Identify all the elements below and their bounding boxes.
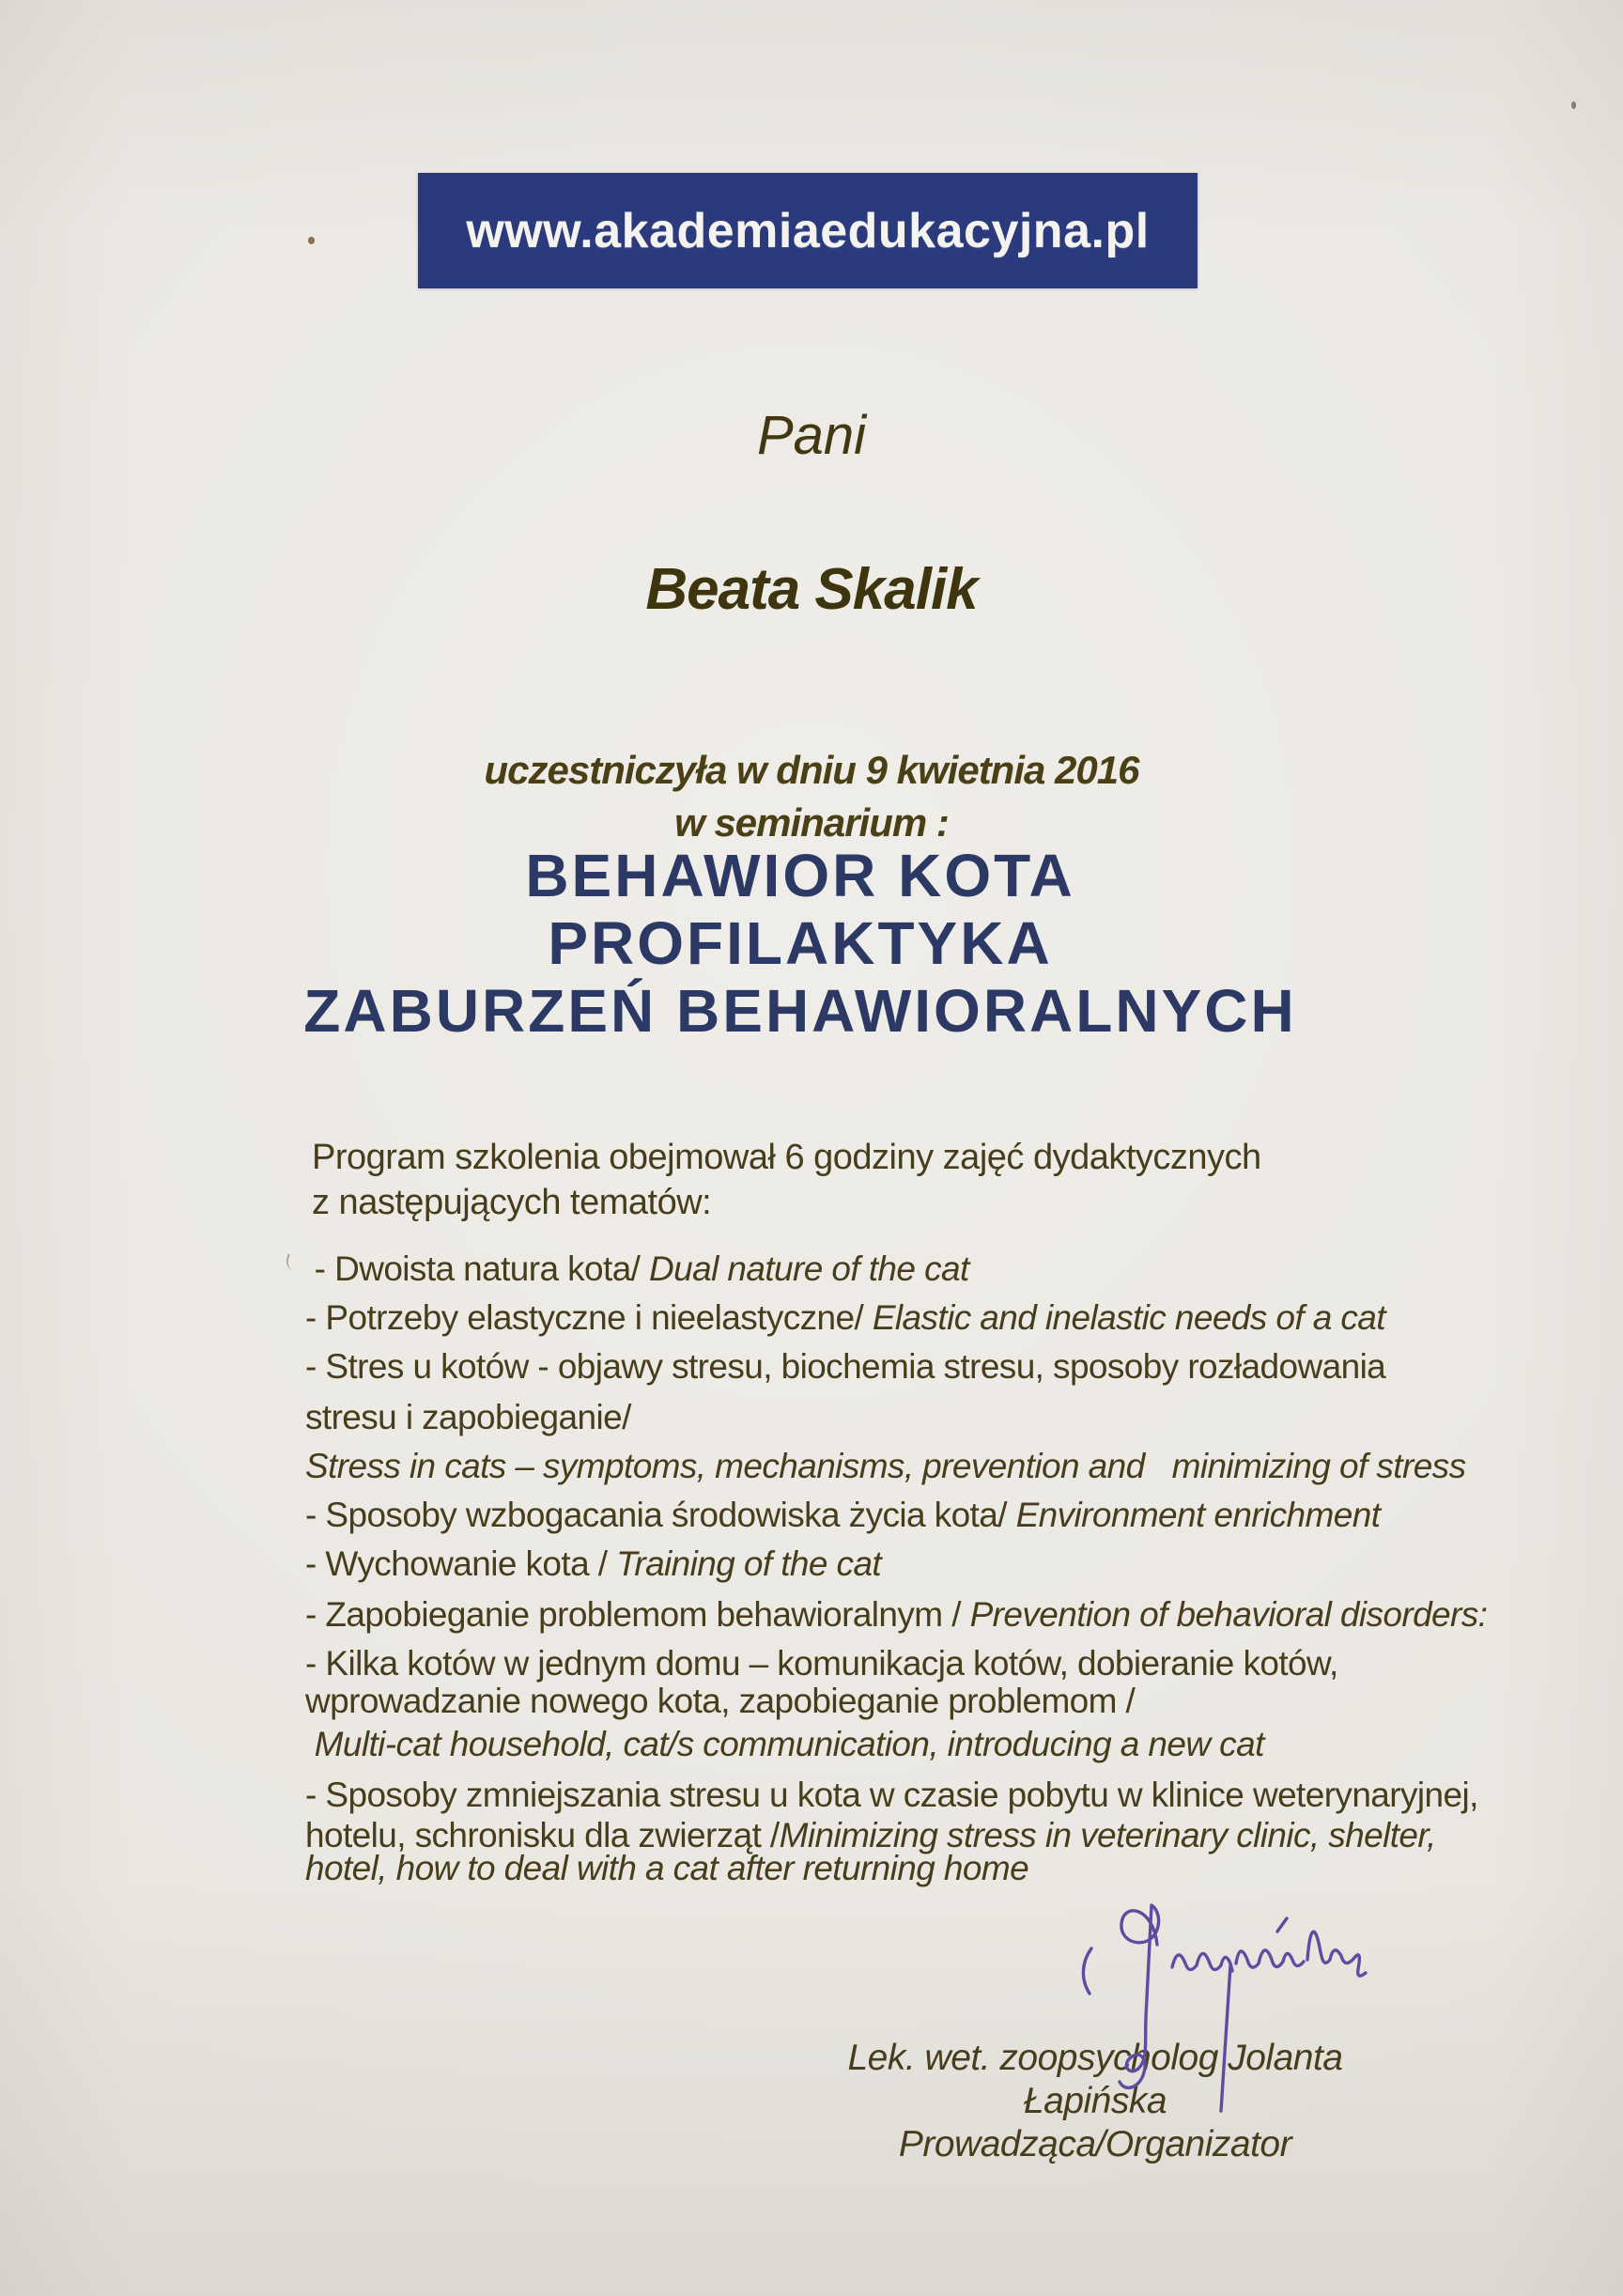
program-line-segment: Environment enrichment xyxy=(1015,1496,1381,1534)
program-line xyxy=(305,1544,1498,1583)
seminar-title-line-1: BEHAWIOR KOTA xyxy=(525,842,1075,909)
program-line-segment: - Kilka kotów w jednym domu – komunikacja kotów, dobieranie kotów, xyxy=(305,1644,1338,1683)
program-line-segment: hotel, how to deal with a cat after returning home xyxy=(305,1849,1029,1887)
program-line-segment: Multi-cat household, cat/s communication, introducing a new cat xyxy=(305,1725,1264,1763)
program-line-segment: - Stres u kotów - objawy stresu, biochemia stresu, sposoby rozładowania xyxy=(305,1347,1386,1386)
seminar-title-line-3: ZABURZEŃ BEHAWIORALNYCH xyxy=(303,977,1297,1045)
program-line-segment: - Potrzeby elastyczne i nieelastyczne/ xyxy=(305,1298,873,1337)
program-line-segment: Dual nature of the cat xyxy=(649,1249,969,1288)
participation-line-2: w seminarium : xyxy=(674,800,949,845)
signoff-credentials: Lek. wet. zoopsycholog Jolanta Łapińska xyxy=(847,2038,1343,2121)
program-line xyxy=(305,1298,1498,1337)
banner xyxy=(418,173,1198,288)
program-line xyxy=(305,1725,1498,1763)
paper-speck xyxy=(308,237,315,244)
program-line-segment: - Sposoby zmniejszania stresu u kota w czasie pobytu w klinice weterynaryjnej, xyxy=(305,1776,1478,1814)
program-line-segment: - Wychowanie kota / xyxy=(305,1544,617,1583)
salutation: Pani xyxy=(756,405,867,466)
program-line-segment: - Zapobieganie problemom behawioralnym / xyxy=(305,1595,970,1634)
paper-speck xyxy=(1571,101,1576,109)
program-line xyxy=(305,1249,1498,1288)
program-line-segment: Minimizing stress in veterinary clinic, shelter, xyxy=(779,1816,1436,1854)
program-line xyxy=(305,1496,1498,1534)
program-line-segment: - Dwoista natura kota/ xyxy=(305,1249,650,1288)
stray-pen-mark xyxy=(284,1254,299,1272)
seminar-title-line-2: PROFILAKTYKA xyxy=(548,909,1053,977)
program-line-segment: stresu i zapobieganie/ xyxy=(305,1398,631,1436)
program-line xyxy=(305,1398,1498,1436)
program-line-segment: wprowadzanie nowego kota, zapobieganie problemom / xyxy=(305,1682,1136,1720)
participation-statement xyxy=(0,744,1623,849)
program-line-segment: Training of the cat xyxy=(616,1544,882,1583)
program-line xyxy=(305,1776,1498,1814)
program-line xyxy=(305,1682,1498,1720)
banner-url-text: www.akademiaedukacyjna.pl xyxy=(466,203,1150,258)
program-line xyxy=(305,1644,1498,1683)
signoff-role: Prowadząca/Organizator xyxy=(898,2124,1292,2164)
program-line xyxy=(305,1347,1498,1386)
program-line-segment: - Sposoby wzbogacania środowiska życia kota/ xyxy=(305,1496,1016,1534)
seminar-title xyxy=(0,842,1612,1045)
program-intro-line-1: Program szkolenia obejmował 6 godziny zajęć dydaktycznych xyxy=(312,1138,1261,1177)
program-topics xyxy=(305,1249,1498,1887)
program-line xyxy=(305,1447,1498,1485)
program-line-segment: Stress in cats – symptoms, mechanisms, prevention and minimizing of stress xyxy=(305,1447,1466,1485)
program-line xyxy=(305,1595,1498,1634)
handwritten-signature xyxy=(1052,1890,1390,2125)
program-line-segment: Elastic and inelastic needs of a cat xyxy=(872,1298,1385,1337)
program-line xyxy=(305,1849,1498,1887)
program-line-segment: Prevention of behavioral disorders: xyxy=(969,1595,1488,1634)
program-intro-line-2: z następujących tematów: xyxy=(312,1183,712,1222)
signature-ink-strokes xyxy=(1083,1905,1366,2111)
program-line-segment: hotelu, schronisku dla zwierząt / xyxy=(305,1816,780,1854)
participation-line-1: uczestniczyła w dniu 9 kwietnia 2016 xyxy=(484,748,1139,792)
program-intro xyxy=(312,1135,1261,1225)
recipient-name: Beata Skalik xyxy=(645,557,978,622)
